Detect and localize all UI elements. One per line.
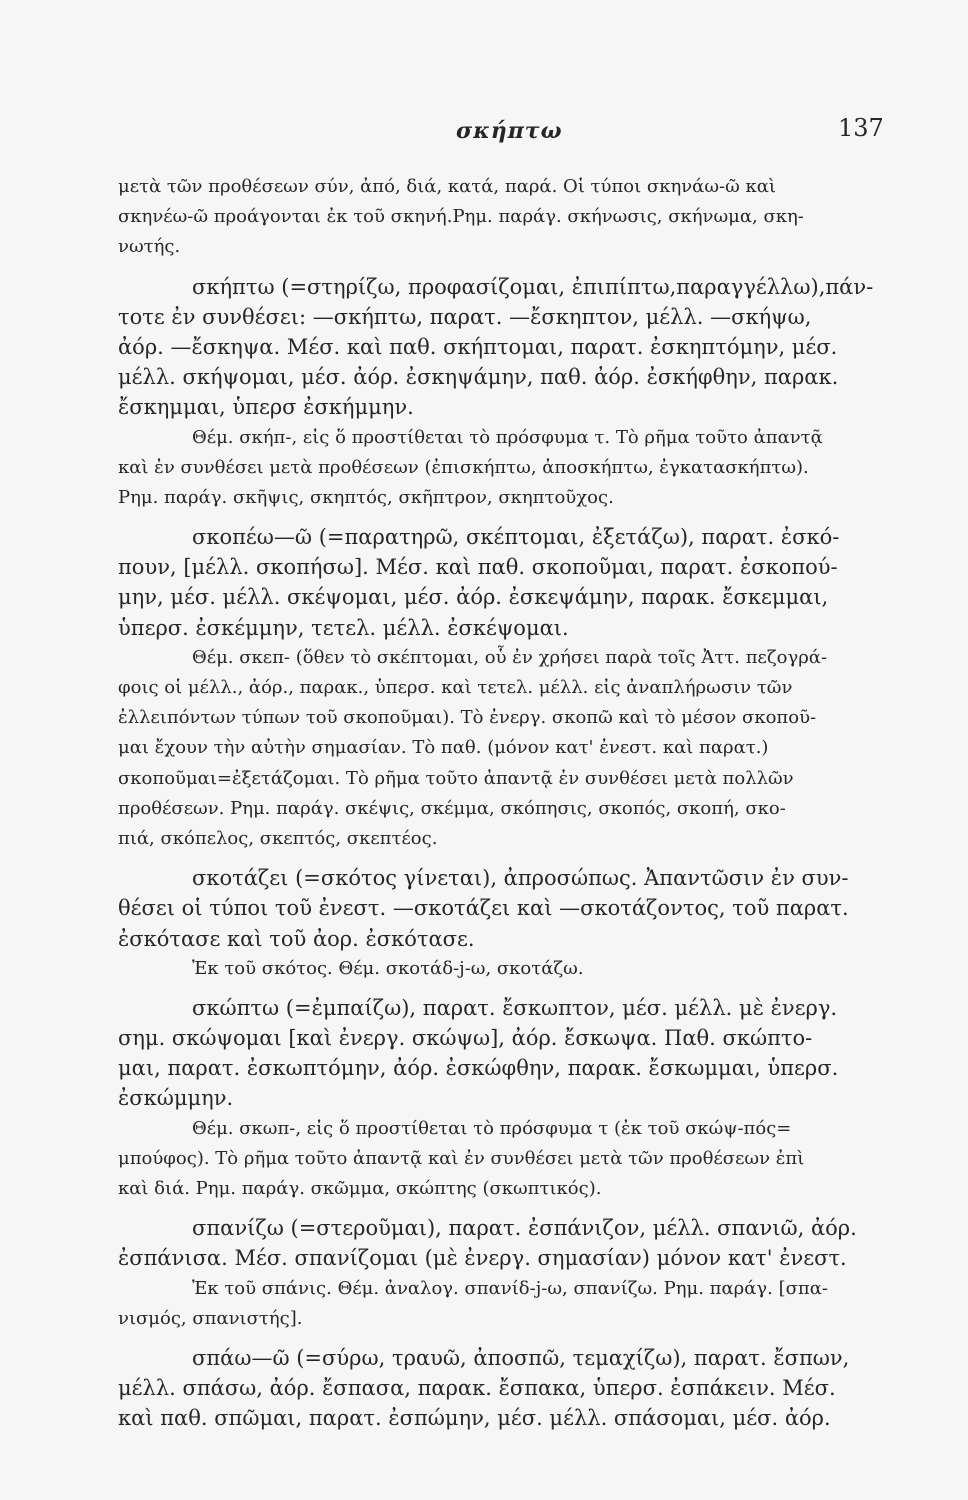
page-number: 137: [838, 114, 884, 142]
text-line: σημ. σκώψομαι [καὶ ἐνεργ. σκώψω], ἀόρ. ἔσκωψα. Παθ. σκώπτο-: [118, 1026, 813, 1051]
text-line: Θέμ. σκεπ- (ὅθεν τὸ σκέπτομαι, οὗ ἐν χρήσει παρὰ τοῖς Ἀττ. πεζογρά-: [192, 646, 828, 668]
text-line: ἐσκώμμην.: [118, 1086, 234, 1111]
text-line: Ρημ. παράγ. σκῆψις, σκηπτός, σκῆπτρον, σκηπτοῦχος.: [118, 486, 614, 508]
text-line: καὶ ἐν συνθέσει μετὰ προθέσεων (ἐπισκήπτω, ἀποσκήπτω, ἐγκατασκήπτω).: [118, 456, 809, 478]
text-line: Ἐκ τοῦ σκότος. Θέμ. σκοτάδ-j-ω, σκοτάζω.: [192, 957, 584, 979]
text-line: προθέσεων. Ρημ. παράγ. σκέψις, σκέμμα, σκόπησις, σκοπός, σκοπή, σκο-: [118, 797, 786, 819]
text-line: Θέμ. σκωπ-, εἰς ὅ προστίθεται τὸ πρόσφυμα τ (ἐκ τοῦ σκώψ-πός=: [192, 1117, 792, 1139]
text-line: μην, μέσ. μέλλ. σκέψομαι, μέσ. ἀόρ. ἐσκεψάμην, παρακ. ἔσκεμμαι,: [118, 585, 829, 610]
text-line: Θέμ. σκήπ-, εἰς ὅ προστίθεται τὸ πρόσφυμα τ. Τὸ ρῆμα τοῦτο ἀπαντᾷ: [192, 426, 823, 448]
text-line: ὑπερσ. ἐσκέμμην, τετελ. μέλλ. ἐσκέψομαι.: [118, 615, 569, 640]
text-line: ἐσπάνισα. Μέσ. σπανίζομαι (μὲ ἐνεργ. σημασίαν) μόνον κατ' ἐνεστ.: [118, 1246, 847, 1271]
text-line: σκοποῦμαι=ἐξετάζομαι. Τὸ ρῆμα τοῦτο ἀπαντᾷ ἐν συνθέσει μετὰ πολλῶν: [118, 767, 794, 789]
text-line: καὶ διά. Ρημ. παράγ. σκῶμμα, σκώπτης (σκωπτικός).: [118, 1178, 602, 1199]
text-line: μετὰ τῶν προθέσεων σύν, ἀπό, διά, κατά, παρά. Οἱ τύποι σκηνάω-ῶ καὶ: [118, 176, 776, 197]
text-line: ἐσκότασε καὶ τοῦ ἀορ. ἐσκότασε.: [118, 926, 475, 951]
text-line: μαι, παρατ. ἐσκωπτόμην, ἀόρ. ἐσκώφθην, παρακ. ἔσκωμμαι, ὑπερσ.: [118, 1056, 839, 1081]
dictionary-text: [118, 172, 908, 1434]
entry-headword-line: σπάω—ῶ (=σύρω, τραυῶ, ἀποσπῶ, τεμαχίζω), παρατ. ἔσπων,: [192, 1345, 850, 1370]
page-header: [0, 114, 968, 158]
entry-headword-line: σπανίζω (=στεροῦμαι), παρατ. ἐσπάνιζον, μέλλ. σπανιῶ, ἀόρ.: [192, 1216, 857, 1241]
text-line: ἐλλειπόντων τύπων τοῦ σκοποῦμαι). Τὸ ἐνεργ. σκοπῶ καὶ τὸ μέσον σκοποῦ-: [118, 707, 817, 729]
text-line: φοις οἱ μέλλ., ἀόρ., παρακ., ὑπερσ. καὶ τετελ. μέλλ. εἰς ἀναπλήρωσιν τῶν: [118, 677, 793, 698]
text-line: καὶ παθ. σπῶμαι, παρατ. ἐσπώμην, μέσ. μέλλ. σπάσομαι, μέσ. ἀόρ.: [118, 1406, 831, 1431]
text-line: θέσει οἱ τύποι τοῦ ἐνεστ. —σκοτάζει καὶ —σκοτάζοντος, τοῦ παρατ.: [118, 896, 849, 921]
entry-headword-line: σκώπτω (=ἐμπαίζω), παρατ. ἔσκωπτον, μέσ. μέλλ. μὲ ἐνεργ.: [192, 995, 838, 1020]
text-line: ἔσκημμαι, ὑπερσ ἐσκήμμην.: [118, 395, 414, 420]
text-line: ἀόρ. —ἔσκηψα. Μέσ. καὶ παθ. σκήπτομαι, παρατ. ἐσκηπτόμην, μέσ.: [118, 334, 838, 359]
entry-headword-line: σκοτάζει (=σκότος γίνεται), ἀπροσώπως. Ἀπαντῶσιν ἐν συν-: [192, 866, 849, 891]
text-line: μαι ἔχουν τὴν αὐτὴν σημασίαν. Τὸ παθ. (μόνον κατ' ἐνεστ. καὶ παρατ.): [118, 737, 769, 759]
entry-headword-line: σκήπτω (=στηρίζω, προφασίζομαι, ἐπιπίπτω,παραγγέλλω),πάν-: [192, 274, 874, 299]
text-line: τοτε ἐν συνθέσει: —σκήπτω, παρατ. —ἔσκηπτον, μέλλ. —σκήψω,: [118, 304, 812, 329]
text-line: σκηνέω-ῶ προάγονται ἐκ τοῦ σκηνή.Ρημ. παράγ. σκήνωσις, σκήνωμα, σκη-: [118, 206, 804, 228]
text-line: νισμός, σπανιστής].: [118, 1307, 303, 1329]
running-head: σκήπτω: [456, 118, 563, 144]
text-line: νωτής.: [118, 236, 181, 258]
entry-headword-line: σκοπέω—ῶ (=παρατηρῶ, σκέπτομαι, ἐξετάζω), παρατ. ἐσκό-: [192, 525, 840, 550]
text-line: πουν, [μέλλ. σκοπήσω]. Μέσ. καὶ παθ. σκοποῦμαι, παρατ. ἐσκοπού-: [118, 555, 838, 580]
text-line: μέλλ. σκήψομαι, μέσ. ἀόρ. ἐσκηψάμην, παθ. ἀόρ. ἐσκήφθην, παρακ.: [118, 365, 839, 390]
text-line: μέλλ. σπάσω, ἀόρ. ἔσπασα, παρακ. ἔσπακα, ὑπερσ. ἐσπάκειν. Μέσ.: [118, 1376, 836, 1401]
text-line: πιά, σκόπελος, σκεπτός, σκεπτέος.: [118, 827, 438, 849]
text-line: Ἐκ τοῦ σπάνις. Θέμ. ἀναλογ. σπανίδ-j-ω, σπανίζω. Ρημ. παράγ. [σπα-: [192, 1277, 828, 1299]
text-line: μπούφος). Τὸ ρῆμα τοῦτο ἀπαντᾷ καὶ ἐν συνθέσει μετὰ τῶν προθέσεων ἐπὶ: [118, 1147, 805, 1169]
